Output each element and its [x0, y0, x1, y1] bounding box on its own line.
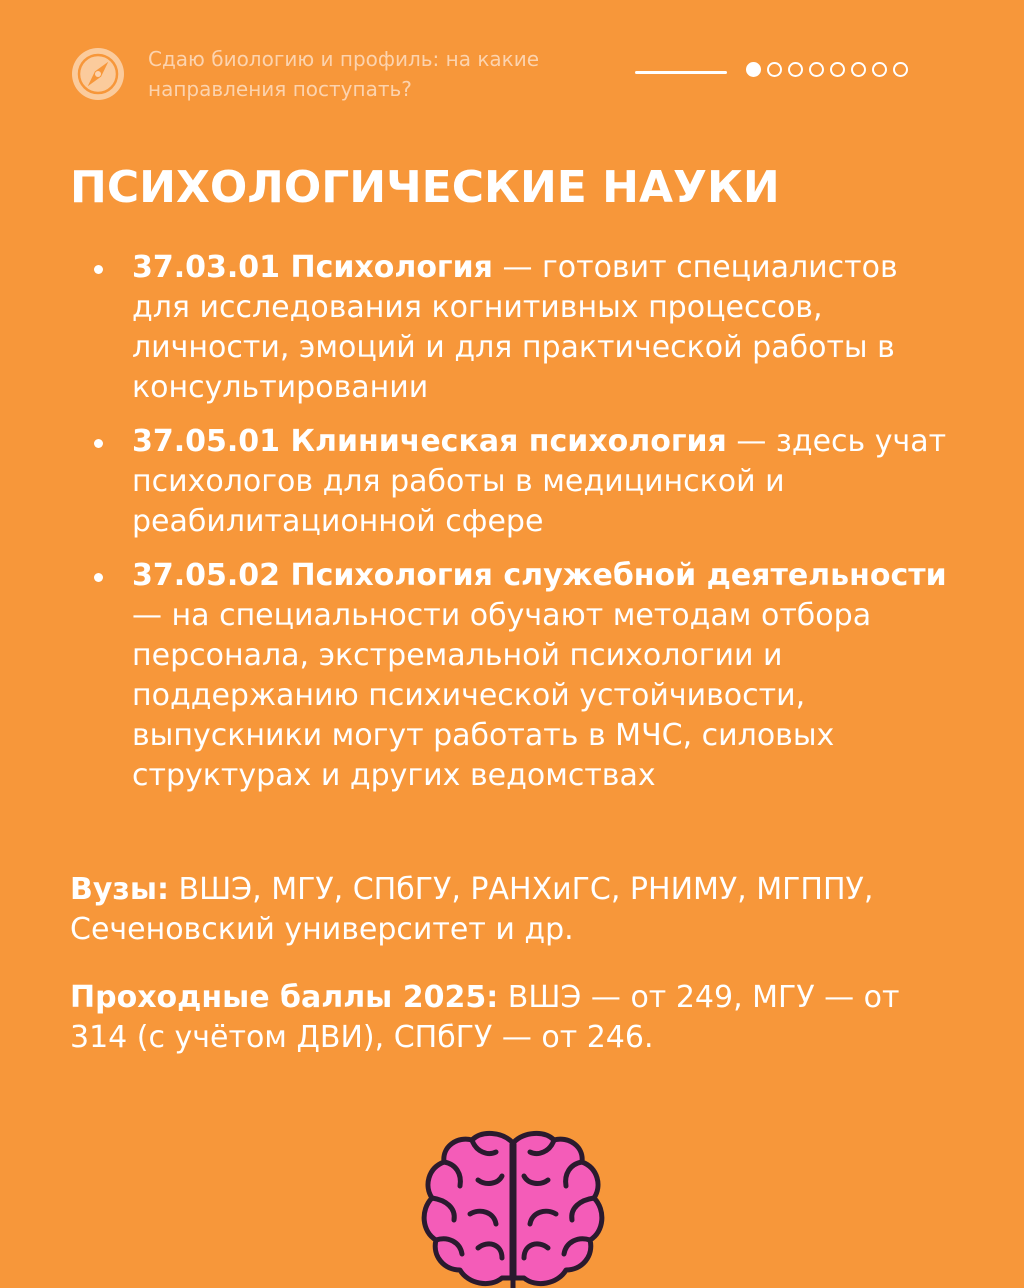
scores-text: ВШЭ — от 249, МГУ — от 314 (с учётом ДВИ), СПбГУ — от 246.: [70, 980, 900, 1055]
pager-dot: [809, 62, 824, 77]
program-list: [70, 248, 960, 810]
pager-dot: [788, 62, 803, 77]
pager-dot: [830, 62, 845, 77]
pager-line: [635, 71, 727, 74]
pager-dot: [893, 62, 908, 77]
compass-icon: [70, 46, 126, 102]
universities: [70, 870, 960, 950]
list-item: [70, 248, 960, 408]
pager-dot: [767, 62, 782, 77]
program-description: — на специальности обучают методам отбора персонала, экстремальной психологии и поддержанию психической устойчивости, выпускники могут работать в МЧС, силовых структурах и других ведомствах: [132, 598, 872, 793]
scores-label: Проходные баллы 2025:: [70, 980, 499, 1015]
brain-icon: [418, 1128, 608, 1288]
bullet-icon: [94, 439, 103, 448]
program-name: 37.03.01 Психология: [132, 250, 493, 285]
list-item: [70, 422, 960, 542]
pager-dot: [872, 62, 887, 77]
series-subtitle: Сдаю биологию и профиль: на какие направления поступать?: [148, 47, 540, 101]
page-title: ПСИХОЛОГИЧЕСКИЕ НАУКИ: [70, 162, 780, 213]
universities-label: Вузы:: [70, 872, 169, 907]
universities-text: ВШЭ, МГУ, СПбГУ, РАНХиГС, РНИМУ, МГППУ, Сеченовский университет и др.: [70, 872, 874, 947]
bullet-icon: [94, 265, 103, 274]
program-name: 37.05.02 Психология служебной деятельности: [132, 558, 947, 593]
bullet-icon: [94, 573, 103, 582]
passing-scores: [70, 978, 960, 1058]
pager-dot: [851, 62, 866, 77]
program-description: — здесь учат психологов для работы в медицинской и реабилитационной сфере: [132, 424, 947, 539]
pager-dot-active: [746, 62, 761, 77]
program-description: — готовит специалистов для исследования когнитивных процессов, личности, эмоций и для практической работы в консультировании: [132, 250, 898, 405]
pager-dots: [746, 62, 908, 77]
header: [70, 44, 954, 104]
list-item: [70, 556, 960, 796]
program-name: 37.05.01 Клиническая психология: [132, 424, 727, 459]
